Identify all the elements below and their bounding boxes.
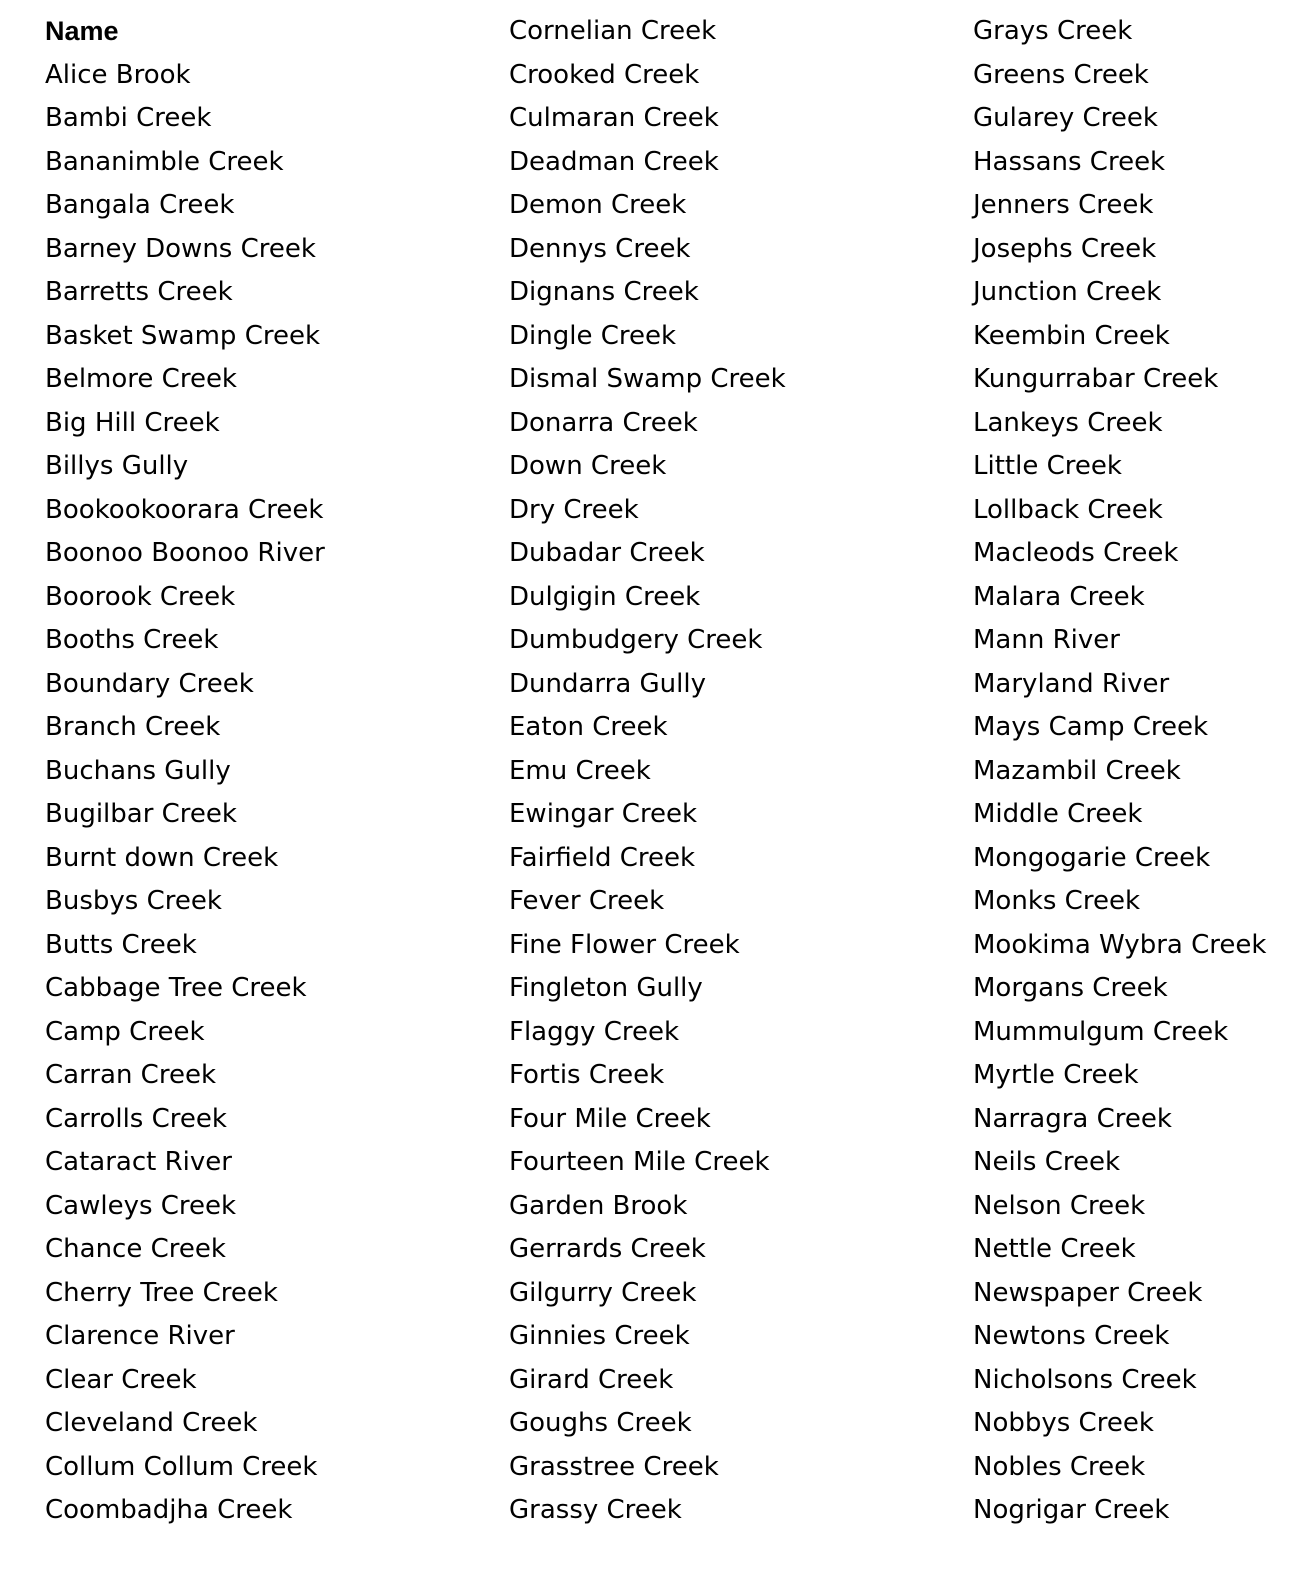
name-list-item: Goughs Creek [509,1408,692,1438]
name-list-item: Boonoo Boonoo River [45,538,325,568]
name-list-item: Middle Creek [973,799,1143,829]
name-list-item: Dignans Creek [509,277,699,307]
name-list-item: Greens Creek [973,59,1149,90]
name-list-item: Malara Creek [973,581,1145,612]
name-list-item: Junction Creek [973,277,1162,307]
name-list-item: Burnt down Creek [45,842,279,873]
name-list-item: Newspaper Creek [973,1277,1203,1308]
name-list-item: Grasstree Creek [509,1451,719,1482]
name-list-item: Mann River [973,625,1120,655]
name-list-item: Ewingar Creek [509,799,698,829]
name-list-item: Dingle Creek [509,320,677,351]
name-list-item: Clarence River [45,1321,235,1351]
name-list-item: Donarra Creek [509,407,698,438]
name-list-item: Butts Creek [45,929,197,960]
name-list-item: Boorook Creek [45,581,236,612]
column-header-name: Name [45,16,119,46]
name-list-item: Crooked Creek [509,59,700,90]
name-list-item: Nobles Creek [973,1451,1146,1482]
name-list-item: Jenners Creek [973,190,1154,220]
name-list-item: Gilgurry Creek [509,1277,697,1308]
name-list-item: Bambi Creek [45,103,212,133]
name-list-item: Nobbys Creek [973,1408,1154,1438]
name-list-item: Mongogarie Creek [973,842,1211,873]
name-list-item: Cherry Tree Creek [45,1277,278,1308]
name-list-item: Neils Creek [973,1147,1121,1177]
name-list-item: Lollback Creek [973,494,1163,525]
name-list-item: Dulgigin Creek [509,581,701,612]
name-list-item: Maryland River [973,668,1170,699]
name-list-item: Dismal Swamp Creek [509,364,786,394]
name-list-item: Nettle Creek [973,1234,1136,1264]
name-column-3 [973,10,1266,1533]
name-list-item: Little Creek [973,451,1122,481]
name-list-item: Busbys Creek [45,886,222,916]
name-list-item: Clear Creek [45,1364,197,1395]
name-list-item: Girard Creek [509,1364,674,1395]
name-list-item: Mookima Wybra Creek [973,929,1267,960]
name-list-item: Culmaran Creek [509,103,719,133]
name-list-item: Emu Creek [509,755,651,786]
name-column-1 [45,10,325,1533]
name-list-item: Macleods Creek [973,538,1179,568]
name-list-item: Narragra Creek [973,1103,1172,1134]
name-list-item: Deadman Creek [509,146,719,177]
name-list-item: Mummulgum Creek [973,1016,1229,1047]
name-list-item: Cleveland Creek [45,1408,258,1438]
name-list-item: Grassy Creek [509,1495,682,1525]
name-list-item: Belmore Creek [45,364,237,394]
name-list-item: Big Hill Creek [45,407,220,438]
name-list-item: Boundary Creek [45,668,254,699]
name-list-item: Hassans Creek [973,146,1166,177]
name-list-item: Carrolls Creek [45,1103,227,1134]
name-list-item: Ginnies Creek [509,1321,690,1351]
name-list-item: Booths Creek [45,625,219,655]
name-list-item: Flaggy Creek [509,1016,680,1047]
name-list-item: Chance Creek [45,1234,226,1264]
name-list-item: Nelson Creek [973,1190,1146,1221]
name-list-item: Nicholsons Creek [973,1364,1197,1395]
name-list-item: Demon Creek [509,190,687,220]
name-list-item: Cawleys Creek [45,1190,237,1221]
name-list-item: Fairfield Creek [509,842,696,873]
name-list-item: Dumbudgery Creek [509,625,763,655]
name-list-item: Myrtle Creek [973,1060,1139,1090]
name-list-item: Coombadjha Creek [45,1495,293,1525]
name-list-item: Keembin Creek [973,320,1170,351]
name-list-item: Fourteen Mile Creek [509,1147,770,1177]
name-list-item: Carran Creek [45,1060,217,1090]
name-list-item: Kungurrabar Creek [973,364,1219,394]
name-list-item: Grays Creek [973,16,1133,46]
name-list-item: Branch Creek [45,712,221,742]
name-list-item: Fingleton Gully [509,973,703,1003]
name-list-item: Gerrards Creek [509,1234,706,1264]
name-list-item: Basket Swamp Creek [45,320,321,351]
name-list-item: Dundarra Gully [509,668,706,699]
name-list-item: Bangala Creek [45,190,235,220]
name-list-item: Collum Collum Creek [45,1451,318,1482]
name-list-item: Fever Creek [509,886,665,916]
name-list-item: Garden Brook [509,1190,688,1221]
name-column-2 [509,10,786,1533]
name-list-item: Cataract River [45,1147,232,1177]
name-list-item: Bookookoorara Creek [45,494,324,525]
name-list-item: Dry Creek [509,494,639,525]
name-list-item: Cabbage Tree Creek [45,973,307,1003]
name-list-item: Gularey Creek [973,103,1158,133]
name-list-item: Mazambil Creek [973,755,1181,786]
name-list-item: Camp Creek [45,1016,205,1047]
name-list-item: Newtons Creek [973,1321,1170,1351]
name-list-item: Monks Creek [973,886,1141,916]
name-list-item: Barretts Creek [45,277,233,307]
name-list-item: Down Creek [509,451,667,481]
name-list-item: Mays Camp Creek [973,712,1209,742]
name-list-item: Cornelian Creek [509,16,717,46]
name-list-item: Fine Flower Creek [509,929,740,960]
name-list-item: Morgans Creek [973,973,1168,1003]
name-list-item: Barney Downs Creek [45,233,316,264]
name-list-item: Bananimble Creek [45,146,284,177]
name-list-item: Dubadar Creek [509,538,705,568]
name-list-item: Nogrigar Creek [973,1495,1170,1525]
name-list-item: Eaton Creek [509,712,668,742]
name-list-item: Bugilbar Creek [45,799,237,829]
name-list-item: Lankeys Creek [973,407,1163,438]
name-list-item: Buchans Gully [45,755,231,786]
name-list-item: Four Mile Creek [509,1103,711,1134]
name-list-item: Billys Gully [45,451,189,481]
name-list-item: Dennys Creek [509,233,691,264]
name-list-item: Alice Brook [45,59,191,90]
name-list-item: Fortis Creek [509,1060,665,1090]
name-list-item: Josephs Creek [973,233,1157,264]
